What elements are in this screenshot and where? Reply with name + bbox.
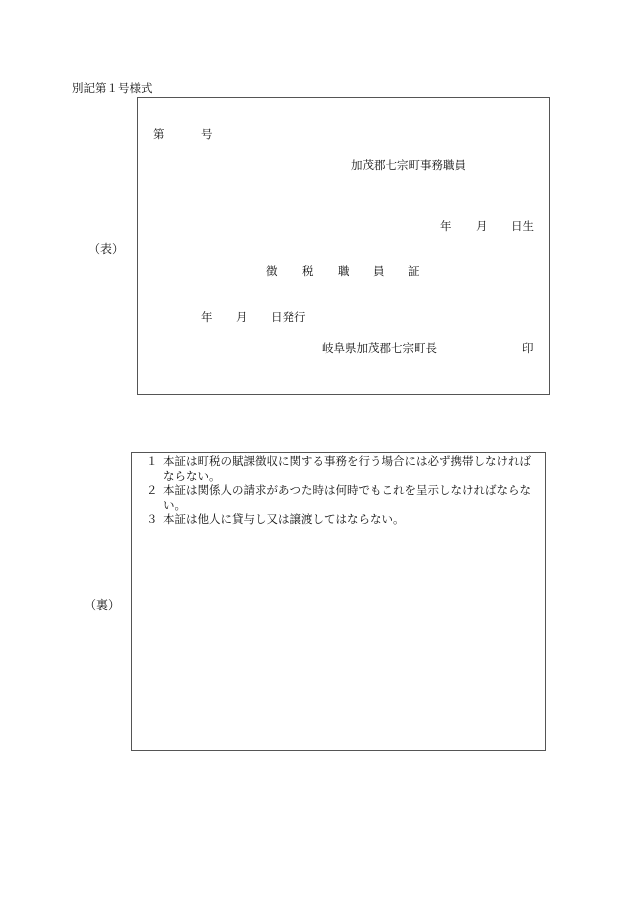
- note-text: 本証は町税の賦課徴収に関する事務を行う場合には必ず携帯しなければならない。: [163, 454, 531, 483]
- cert-char-3: 職: [338, 264, 350, 278]
- birth-month: 月: [476, 219, 488, 233]
- birth-day: 日生: [511, 219, 534, 233]
- back-side-label: （裏）: [84, 598, 121, 612]
- note-text: 本証は他人に貸与し又は譲渡してはならない。: [163, 512, 405, 526]
- number-suffix: 号: [201, 127, 213, 141]
- issue-year: 年: [201, 310, 213, 324]
- seal-mark: 印: [522, 341, 534, 355]
- issuer-name: 岐阜県加茂郡七宗町長: [322, 341, 437, 355]
- staff-title: 加茂郡七宗町事務職員: [351, 158, 466, 172]
- cert-char-1: 徴: [266, 264, 278, 278]
- note-number: ２: [146, 483, 158, 497]
- cert-char-2: 税: [302, 264, 314, 278]
- note-number: １: [146, 454, 158, 468]
- issue-month: 月: [236, 310, 248, 324]
- note-item: [146, 483, 542, 512]
- cert-char-4: 員: [373, 264, 385, 278]
- note-item: [146, 454, 542, 483]
- note-number: ３: [146, 512, 158, 526]
- cert-char-5: 証: [408, 264, 420, 278]
- number-prefix: 第: [153, 127, 165, 141]
- birth-year: 年: [440, 219, 452, 233]
- note-item: [146, 512, 542, 527]
- form-title: 別記第１号様式: [72, 81, 153, 95]
- front-side-label: （表）: [88, 242, 125, 256]
- issue-day: 日発行: [271, 310, 306, 324]
- note-text: 本証は関係人の請求があつた時は何時でもこれを呈示しなければならない。: [163, 483, 531, 512]
- back-notes: [146, 454, 542, 527]
